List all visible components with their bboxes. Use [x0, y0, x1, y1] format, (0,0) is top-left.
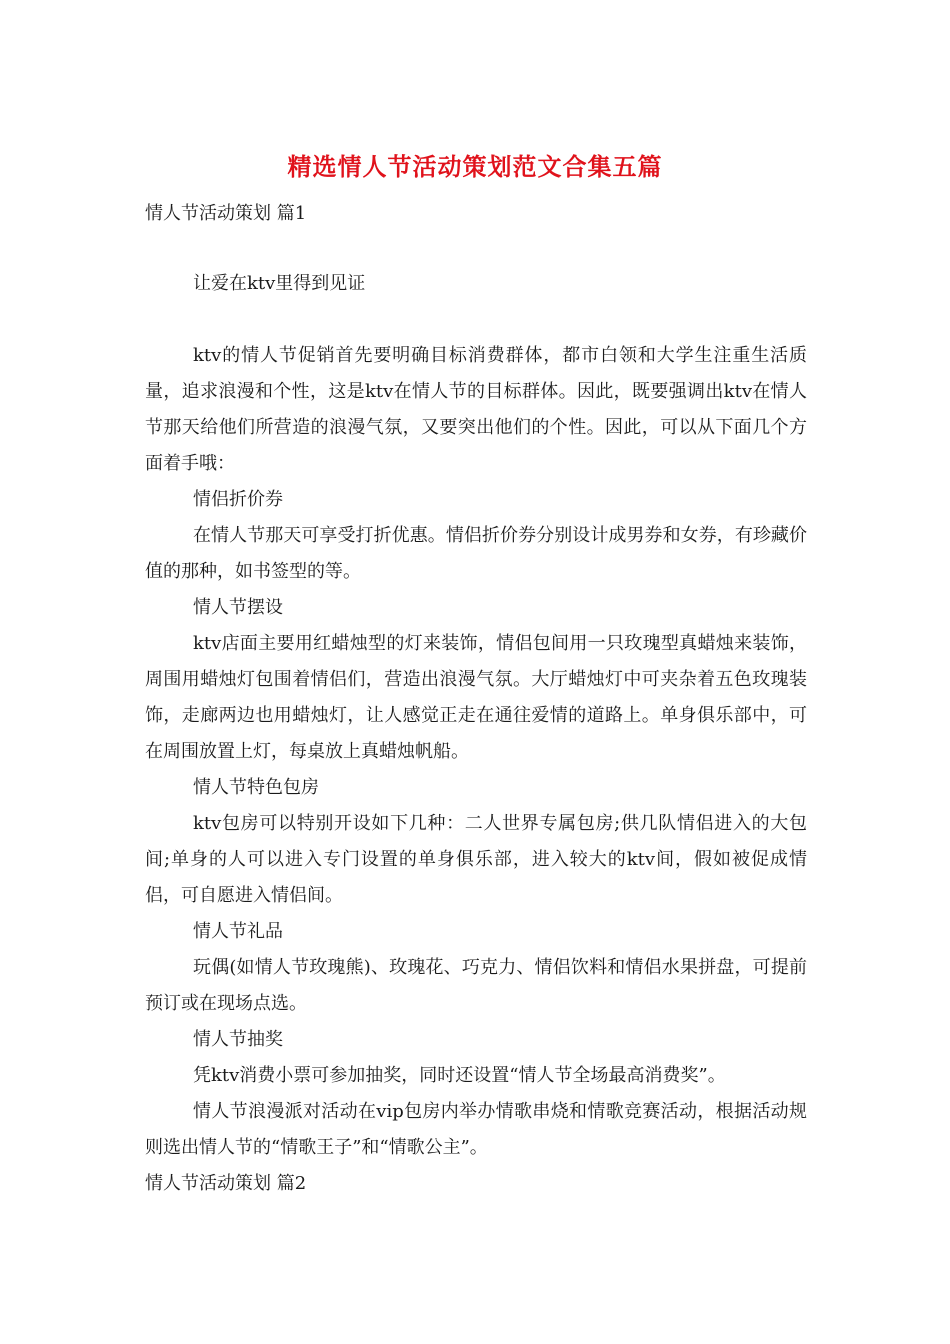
item-heading-gifts: 情人节礼品 — [193, 921, 283, 942]
item-text-lottery: 凭ktv消费小票可参加抽奖，同时还设置“情人节全场最高消费奖”。 — [193, 1065, 726, 1086]
document-title: 精选情人节活动策划范文合集五篇 — [287, 152, 663, 181]
item-heading-lottery: 情人节抽奖 — [193, 1029, 283, 1050]
item-text-rooms: ktv包房可以特别开设如下几种：二人世界专属包房;供几队情侣进入的大包间;单身的人可以进入专门设置的单身俱乐部，进入较大的ktv间，假如被促成情侣，可自愿进入情侣间。 — [145, 813, 807, 906]
section-heading-1: 情人节活动策划 篇1 — [145, 203, 307, 224]
party-paragraph: 情人节浪漫派对活动在vip包房内举办情歌串烧和情歌竞赛活动，根据活动规则选出情人节的“情歌王子”和“情歌公主”。 — [145, 1101, 807, 1158]
item-text-decoration: ktv店面主要用红蜡烛型的灯来装饰，情侣包间用一只玫瑰型真蜡烛来装饰，周围用蜡烛灯包围着情侣们，营造出浪漫气氛。大厅蜡烛灯中可夹杂着五色玫瑰装饰，走廊两边也用蜡烛灯，让人感觉正走在通往爱情的道路上。单身俱乐部中，可在周围放置上灯，每桌放上真蜡烛帆船。 — [145, 633, 807, 762]
section-heading-2: 情人节活动策划 篇2 — [145, 1173, 307, 1194]
section-subtitle: 让爱在ktv里得到见证 — [193, 273, 366, 294]
item-heading-rooms: 情人节特色包房 — [193, 777, 319, 798]
document-body — [145, 196, 807, 1202]
item-text-coupon: 在情人节那天可享受打折优惠。情侣折价券分别设计成男券和女券，有珍藏价值的那种，如书签型的等。 — [145, 525, 807, 582]
intro-paragraph: ktv的情人节促销首先要明确目标消费群体，都市白领和大学生注重生活质量，追求浪漫和个性，这是ktv在情人节的目标群体。因此，既要强调出ktv在情人节那天给他们所营造的浪漫气氛，又要突出他们的个性。因此，可以从下面几个方面着手哦： — [145, 345, 807, 474]
item-heading-coupon: 情侣折价券 — [193, 489, 283, 510]
item-text-gifts: 玩偶(如情人节玫瑰熊)、玫瑰花、巧克力、情侣饮料和情侣水果拼盘，可提前预订或在现场点选。 — [145, 957, 807, 1014]
item-heading-decoration: 情人节摆设 — [193, 597, 283, 618]
